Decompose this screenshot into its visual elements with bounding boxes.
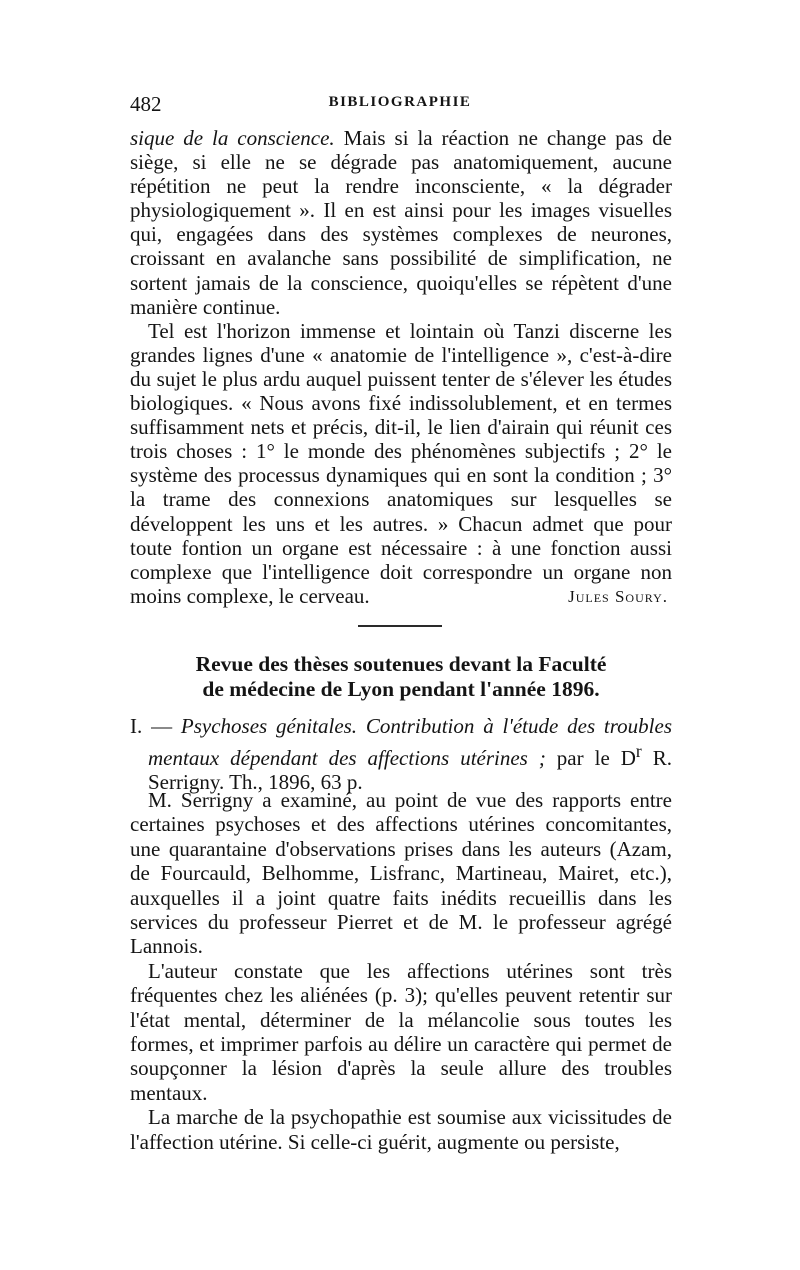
entry-author: R. Serrigny. Th., 1896, 63 p. xyxy=(148,745,672,794)
section-divider xyxy=(358,625,442,627)
previous-review-continuation xyxy=(130,126,672,608)
entry-number: I. xyxy=(130,714,143,738)
entry-author-prefix: par le D xyxy=(545,745,636,770)
entry-dash: — xyxy=(142,714,181,738)
review-body xyxy=(130,788,672,1154)
paragraph: L'auteur constate que les affections utérines sont très fréquentes chez les aliénées (p. 3); qu'elles peuvent retentir sur l'état mental, déterminer de la mélancolie sous toutes les formes, et imprimer parfois au délire un caractère qui permet de soupçonner la lésion d'après la seule allure des troubles mentaux. xyxy=(130,958,672,1105)
section-heading xyxy=(130,652,672,702)
author-signature: Jules Soury. xyxy=(568,587,668,606)
page-header xyxy=(130,92,670,116)
running-title: BIBLIOGRAPHIE xyxy=(328,94,472,110)
entry-author-sup: r xyxy=(635,740,642,761)
paragraph: M. Serrigny a examiné, au point de vue des rapports entre certaines psychoses et des affections utérines concomitantes, une quarantaine d'observations prises dans les auteurs (Azam, de Fourcauld, Belhomme, Lisfranc, Martineau, Mairet, etc.), auxquelles il a joint quatre faits inédits recueillis dans les services du professeur Pierret et de M. le professeur agrégé Lannois. xyxy=(130,788,672,959)
bibliographic-entry xyxy=(130,714,672,795)
paragraph-text: Mais si la réaction ne change pas de siège, si elle ne se dégrade pas anatomiquement, aucune répétition ne peut la rendre inconsciente, « la dégrader physiologiquement ». Il en est ainsi pour les images visuelles qui, engagées dans des systèmes complexes de neurones, croissant en avalanche sans possibilité de simplification, ne sortent jamais de la conscience, quoiqu'elles se répètent d'une manière continue. xyxy=(130,126,673,319)
entry-title: Psychoses génitales. Contribution à l'étude des troubles mentaux dépendant des affections utérines ; xyxy=(148,714,672,770)
heading-line: de médecine de Lyon pendant l'année 1896. xyxy=(202,677,600,701)
italic-text: sique de la conscience. xyxy=(130,126,335,150)
paragraph: La marche de la psychopathie est soumise aux vicissitudes de l'affection utérine. Si celle-ci guérit, augmente ou persiste, xyxy=(130,1105,672,1154)
paragraph xyxy=(130,126,672,319)
paragraph: Tel est l'horizon immense et lointain où Tanzi discerne les grandes lignes d'une « anatomie de l'intelligence », c'est-à-dire du sujet le plus ardu auquel puissent tenter de s'élever les études biologiques. « Nous avons fixé indissolublement, et en termes suffisamment nets et précis, dit-il, le lien d'airain qui réunit ces trois choses : 1° le monde des phénomènes subjectifs ; 2° le système des processus dynamiques qui en sont la condition ; 3° la trame des connexions anatomiques sur lesquelles se développent les uns et les autres. » Chacun admet que pour toute fontion un organe est nécessaire : à une fonction aussi complexe que l'intelligence doit correspondre un organe non moins complexe, le cerveau. xyxy=(130,318,672,608)
heading-line: Revue des thèses soutenues devant la Faculté xyxy=(195,652,607,676)
page-number: 482 xyxy=(130,92,162,116)
